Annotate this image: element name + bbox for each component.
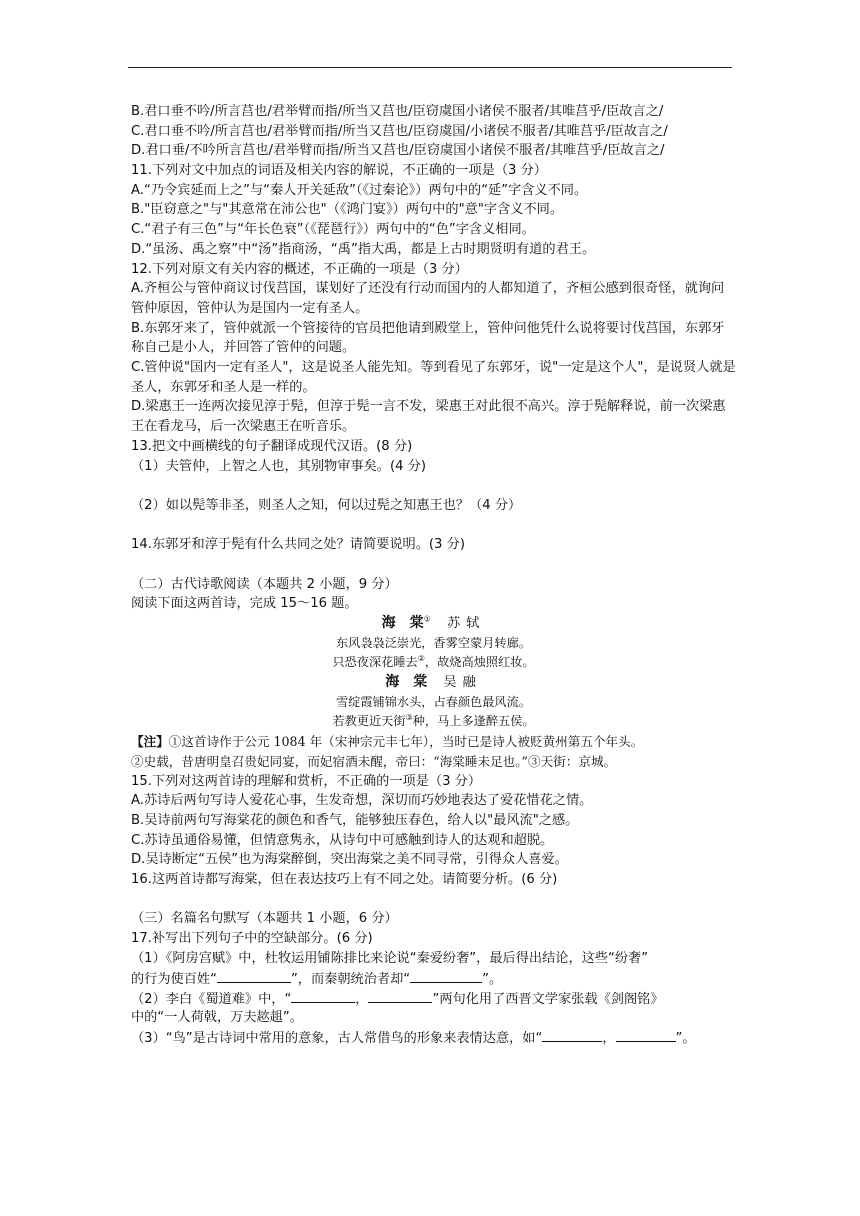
answer-space: [131, 516, 736, 536]
q15-option-d: D.吴诗断定“五侯”也为海棠醉倒，突出海棠之美不同寻常，引得众人喜爱。: [131, 852, 568, 868]
section-2-heading: （二）古代诗歌阅读（本题共 2 小题，9 分）: [131, 576, 398, 592]
poem-1-title-line: [131, 614, 736, 634]
fill-blank-5[interactable]: [542, 1027, 602, 1042]
q12-option-d: D.梁惠王一连两次接见淳于髡，但淳于髡一言不发，梁惠王对此很不高兴。淳于髡解释说，前一次梁惠王在看龙马，后一次梁惠王在听音乐。: [131, 399, 726, 435]
q13-sentence-1: （1）夫管仲，上智之人也，其别物审事矣。(4 分): [131, 458, 427, 474]
poem-1-line-1: 东风袅袅泛崇光，香雾空蒙月转廊。: [336, 635, 531, 650]
poem-2-title-line: [131, 673, 736, 693]
q15-stem: 15.下列对这两首诗的理解和赏析，不正确的一项是（3 分）: [131, 773, 482, 789]
q17-stem: 17.补写出下列句子中的空缺部分。(6 分): [131, 931, 373, 947]
q13-sentence-2: （2）如以髡等非圣，则圣人之知，何以过髡之知惠王也？（4 分）: [131, 497, 522, 513]
fill-blank-4[interactable]: [368, 988, 432, 1003]
q12-option-b: B.东郭牙来了，管仲就派一个管接待的官员把他请到殿堂上，管仲问他凭什么说将要讨伐莒国，东郭牙称自己是小人，并回答了管仲的问题。: [131, 320, 725, 356]
q12-stem: 12.下列对原文有关内容的概述，不正确的一项是（3 分）: [131, 261, 468, 277]
q10-option-b: B.君口垂不吟/所言莒也/君举臂而指/所当又莒也/臣窃虞国小诸侯不服者/其唯莒乎/臣故言之/: [131, 104, 664, 119]
q17-s1-text-d: ”。: [482, 972, 503, 988]
poem-2-line-2-a: 若教更近天街: [332, 714, 406, 729]
q11-option-c: C.“君子有三色”与“年长色衰”（《琵琶行》）两句中的“色”字含义相同。: [131, 222, 535, 238]
q13-stem: 13.把文中画横线的句子翻译成现代汉语。(8 分): [131, 438, 413, 454]
q14-stem: 14.东郭牙和淳于髡有什么共同之处？请简要说明。(3 分): [131, 537, 465, 553]
q15-option-b: B.吴诗前两句写海棠花的颜色和香气，能够独压春色，给人以"最风流"之感。: [131, 812, 579, 828]
q17-s2-sep: ，: [355, 992, 369, 1008]
poem-1-line-2-b: ，故烧高烛照红妆。: [424, 655, 535, 670]
section-3-heading: （三）名篇名句默写（本题共 1 小题，6 分）: [131, 911, 398, 927]
section-2-intro: 阅读下面这两首诗，完成 15～16 题。: [131, 596, 358, 612]
q17-sentence-2-line: [131, 988, 736, 1008]
exam-page: [131, 102, 736, 1047]
q15-option-a: A.苏诗后两句写诗人爱花心事，生发奇想，深切而巧妙地表达了爱花惜花之情。: [131, 793, 593, 809]
poem-2-line-1: 雪绽霞铺锦水头，占春颜色最风流。: [336, 694, 531, 709]
q17-s2-text-b: ”两句化用了西晋文学家张载《剑阁铭》: [432, 992, 664, 1008]
poem-2-title: 海 棠: [385, 674, 428, 691]
q11-stem: 11.下列对文中加点的词语及相关内容的解说，不正确的一项是（3 分）: [131, 163, 547, 179]
poem-1-note-mark: ①: [423, 614, 431, 624]
poem-note-line-2: ②史载，昔唐明皇召贵妃同宴，而妃宿酒未醒，帝曰：“海棠睡未足也。”③天街：京城。: [131, 753, 617, 769]
poem-2-author: 吴融: [443, 675, 482, 691]
q17-s2-text-a: （2）李白《蜀道难》中，“: [131, 992, 292, 1008]
poem-2-line-2-b: 种，马上多逢醉五侯。: [412, 714, 535, 729]
q17-sentence-2-c: 中的“一人荷戟，万夫趑趄”。: [131, 1009, 303, 1025]
q11-option-b: B."臣窃意之"与"其意常在沛公也"（《鸿门宴》）两句中的"意"字含义不同。: [131, 202, 564, 218]
q10-option-d: D.君口垂/不吟所言莒也/君举臂而指/所当又莒也/臣窃虞国小诸侯不服者/其唯莒乎/臣故言之/: [131, 143, 665, 159]
q17-sentence-1-b-line: [131, 968, 736, 988]
poem-1-line-2-mark: ②: [417, 654, 425, 664]
q16-stem: 16.这两首诗都写海棠，但在表达技巧上有不同之处。请简要分析。(6 分): [131, 871, 558, 887]
header-rule: [128, 67, 732, 68]
fill-blank-2[interactable]: [410, 968, 482, 983]
q17-s3-text-b: ”。: [675, 1031, 696, 1047]
answer-space: [131, 476, 736, 496]
poem-note-label: 【注】: [131, 734, 169, 750]
q12-option-c: C.管仲说"国内一定有圣人"，这是说圣人能先知。等到看见了东郭牙，说"一定是这个人"，是说贤人就是圣人，东郭牙和圣人是一样的。: [131, 360, 736, 395]
q11-option-a: A.“乃令宾延而上之”与“秦人开关延敌”（《过秦论》）两句中的“延”字含义不同。: [131, 182, 588, 198]
answer-space: [131, 555, 736, 575]
q17-s1-text-c: ”，而秦朝统治者却“: [290, 972, 411, 988]
fill-blank-1[interactable]: [217, 968, 291, 983]
poem-2-line-2-mark: ③: [405, 713, 413, 723]
poem-1-author: 苏轼: [447, 616, 486, 632]
poem-note-text-1: ①这首诗作于公元 1084 年（宋神宗元丰七年），当时已是诗人被贬黄州第五个年头。: [168, 734, 644, 750]
q17-sentence-3-line: [131, 1027, 736, 1047]
fill-blank-6[interactable]: [616, 1027, 676, 1042]
answer-space: [131, 890, 736, 910]
q17-s3-text-a: （3）“鸟”是古诗词中常用的意象，古人常借鸟的形象来表情达意，如“: [131, 1031, 543, 1047]
fill-blank-3[interactable]: [291, 988, 355, 1003]
q12-option-a: A.齐桓公与管仲商议讨伐莒国，谋划好了还没有行动而国内的人都知道了，齐桓公感到很奇怪，就询问管仲原因，管仲认为是国内一定有圣人。: [131, 281, 725, 316]
q17-sentence-1-a: （1）《阿房宫赋》中，杜牧运用铺陈排比来论说“秦爱纷奢”，最后得出结论，这些“纷奢”: [131, 950, 649, 966]
poem-1-line-2: [131, 653, 736, 673]
q15-option-c: C.苏诗虽通俗易懂，但情意隽永，从诗句中可感触到诗人的达观和超脱。: [131, 832, 554, 848]
q17-s1-text-b: 的行为使百姓“: [131, 972, 217, 988]
poem-1-title: 海 棠: [381, 615, 424, 632]
q11-option-d: D.“虽汤、禹之察”中“汤”指商汤，“禹”指大禹，都是上古时期贤明有道的君王。: [131, 241, 596, 257]
q17-s3-sep: ，: [602, 1031, 616, 1047]
q10-option-c: C.君口垂不吟/所言莒也/君举臂而指/所当又莒也/臣窃虞国/小诸侯不服者/其唯莒乎/臣故言之/: [131, 123, 668, 139]
poem-1-line-2-a: 只恐夜深花睡去: [332, 655, 418, 670]
poem-2-line-2: [131, 712, 736, 732]
poem-note-line-1: [131, 732, 736, 752]
